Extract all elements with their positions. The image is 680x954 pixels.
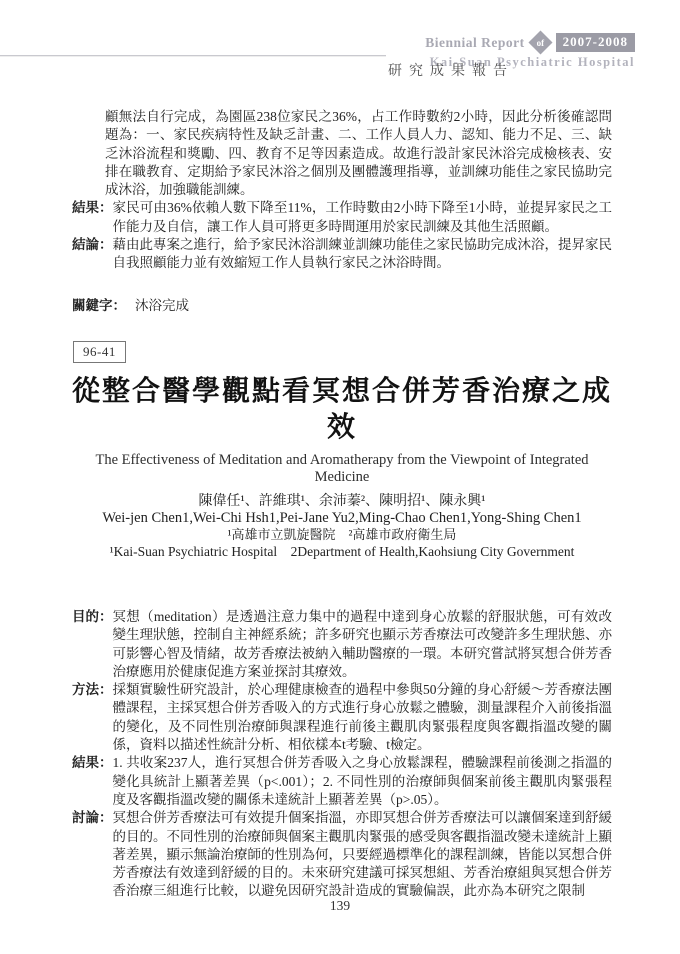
method-text: 採類實驗性研究設計，於心理健康檢查的過程中參與50分鐘的身心舒緩～芳香療法團體課程，主採冥想合併芳香吸入的方式進行身心放鬆之體驗，測量課程介入前後指溫的變化，及不同性別治療師與課程進行前後主觀肌肉緊張程度與客觀指溫改變的關係，資料以描述性統計分析、相依樣本t考驗、t檢定。 bbox=[112, 682, 612, 753]
hospital-name-en: Kai-Suan Psychiatric Hospital bbox=[429, 55, 635, 69]
discussion-paragraph bbox=[72, 809, 612, 900]
method-label: 方法： bbox=[72, 682, 113, 698]
article-title-en: The Effectiveness of Meditation and Aromatherapy from the Viewpoint of Integrated Medicine bbox=[95, 451, 589, 485]
continued-paragraph: 顧無法自行完成，為園區238位家民之36%，占工作時數約2小時，因此分析後確認問題為：一、家民疾病特性及缺乏計畫、二、工作人員人力、認知、能力不足、三、缺乏沐浴流程和獎勵、四、教育不足等因素造成。故進行設計家民沐浴完成檢核表、安排在職教育、定期給予家民沐浴之個別及團體護理指導，並訓練功能佳之家民協助完成沐浴，加強職能訓練。 bbox=[105, 109, 612, 198]
report-title: Biennial Report bbox=[425, 34, 525, 50]
keywords-row bbox=[72, 297, 612, 315]
results-label: 結果： bbox=[72, 755, 113, 771]
prev-results-paragraph bbox=[72, 199, 612, 236]
affiliations-en: ¹Kai-Suan Psychiatric Hospital 2Department of Health,Kaohsiung City Government bbox=[109, 543, 575, 559]
page-number: 139 bbox=[329, 898, 351, 913]
keywords-label: 關鍵字： bbox=[72, 297, 126, 313]
article-number-badge: 96-41 bbox=[73, 341, 126, 363]
authors-en: Wei-jen Chen1,Wei-Chi Hsh1,Pei-Jane Yu2,Ming-Chao Chen1,Yong-Shing Chen1 bbox=[102, 509, 582, 526]
discussion-text: 冥想合併芳香療法可有效提升個案指溫，亦即冥想合併芳香療法可以讓個案達到舒緩的目的。不同性別的治療師與個案主觀肌肉緊張的感受與客觀指溫改變未達統計上顯著差異，顯示無論治療師的性別為何，只要經過標準化的課程訓練，皆能以冥想合併芳香療法有效達到舒緩的目的。未來研究建議可採冥想組、芳香治療組與冥想合併芳香治療三組進行比較，以避免因研究設計造成的實驗偏誤，此亦為本研究之限制 bbox=[112, 810, 612, 899]
purpose-label: 目的： bbox=[72, 608, 113, 624]
prev-results-label: 結果： bbox=[72, 200, 113, 216]
purpose-paragraph bbox=[72, 608, 612, 681]
page-body bbox=[72, 108, 612, 901]
of-label: of bbox=[536, 37, 544, 48]
results-paragraph bbox=[72, 754, 612, 809]
prev-conclusion-label: 結論： bbox=[72, 237, 113, 253]
article-title-cn: 從整合醫學觀點看冥想合併芳香治療之成效 bbox=[72, 374, 613, 442]
results-text: 1. 共收案237人，進行冥想合併芳香吸入之身心放鬆課程，體驗課程前後測之指溫的變化具統計上顯著差異（p<.001）；2. 不同性別的治療師與個案前後主觀肌肉緊張程度及客觀指溫改變的關係未達統計上顯著差異（p>.05）。 bbox=[112, 755, 612, 807]
method-paragraph bbox=[72, 681, 612, 754]
section-title-cn: 研究成果報告 bbox=[388, 64, 514, 79]
prev-results-text: 家民可由36%依賴人數下降至11%，工作時數由2小時下降至1小時，並提昇家民之工作能力及自信，讓工作人員可將更多時間運用於家民訓練及其他生活照顧。 bbox=[112, 200, 612, 234]
prev-conclusion-paragraph bbox=[72, 236, 612, 273]
affiliations-cn: ¹高雄市立凱旋醫院 ²高雄市政府衛生局 bbox=[227, 526, 457, 542]
report-years-badge: 2007-2008 bbox=[556, 33, 635, 52]
discussion-label: 討論： bbox=[72, 810, 113, 826]
prev-conclusion-text: 藉由此專案之進行，給予家民沐浴訓練並訓練功能佳之家民協助完成沐浴，提昇家民自我照顧能力並有效縮短工作人員執行家民之沐浴時間。 bbox=[112, 237, 612, 271]
keywords-text: 沐浴完成 bbox=[135, 297, 189, 313]
abstract bbox=[72, 608, 612, 901]
diamond-of-icon bbox=[528, 30, 552, 54]
authors-cn: 陳偉任¹、許維琪¹、余沛蓁²、陳明招¹、陳永興¹ bbox=[198, 493, 486, 509]
header-divider-line bbox=[0, 55, 386, 57]
purpose-text: 冥想（meditation）是透過注意力集中的過程中達到身心放鬆的舒服狀態，可有效改變生理狀態，控制自主神經系統；許多研究也顯示芳香療法可改變許多生理狀態、亦可影響心智及情緒，故芳香療法被納入輔助醫療的一環。本研究嘗試將冥想合併芳香治療應用於健康促進方案並探討其療效。 bbox=[112, 608, 612, 679]
